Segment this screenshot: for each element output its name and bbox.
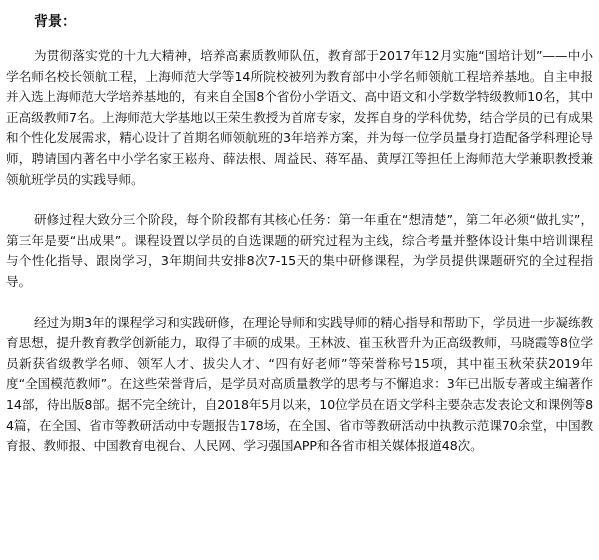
paragraph-results: 经过为期3年的课程学习和实践研修，在理论导师和实践导师的精心指导和帮助下，学员进一步凝练教育思想，提升教育教学创新能力，取得了丰硕的成果。王林波、崔玉秋晋升为正高级教师，马晓霞等8位学员新获省级教学名师、领军人才、拔尖人才、“四有好老师”等荣誉称号15项，其中崔玉秋荣获2019年度“全国模范教师”。在这些荣誉背后，是学员对高质量教学的思考与不懈追求：3年已出版专著或主编著作14部，待出版8部。据不完全统计，自2018年5月以来，10位学员在语文学科主要杂志发表论文和课例等84篇，在全国、省市等教研活动中专题报告178场，在全国、省市等教研活动中执教示范课70余堂，中国教育报、教师报、中国教育电视台、人民网、学习强国APP和各省市相关媒体报道48次。 xyxy=(6,314,593,454)
paragraph-process: 研修过程大致分三个阶段，每个阶段都有其核心任务：第一年重在“想清楚”，第二年必须“做扎实”，第三年是要“出成果”。课程设置以学员的自选课题的研究过程为主线，综合考量并整体设计集中培训课程与个性化指导、跟岗学习，3年期间共安排8次7-15天的集中研修课程，为学员提供课题研究的全过程指导。 xyxy=(6,212,593,289)
paragraph-background: 为贯彻落实党的十九大精神，培养高素质教师队伍，教育部于2017年12月实施“国培计划”——中小学名师名校长领航工程，上海师范大学等14所院校被列为教育部中小学名师领航工程培养基地。自主申报并入选上海师范大学培养基地的，有来自全国8个省份小学语文、高中语文和小学数学特级教师10名，其中正高级教师7名。上海师范大学基地以王荣生教授为首席专家，发挥自身的学科优势，结合学员的已有成果和个性化发展需求，精心设计了首期名师领航班的3年培养方案，并为每一位学员量身打造配备学科理论导师，聘请国内著名中小学名家王崧舟、薛法根、周益民、蒋军晶、黄厚江等担任上海师范大学兼职教授兼领航班学员的实践导师。 xyxy=(6,48,593,187)
section-heading: 背景： xyxy=(34,14,76,30)
